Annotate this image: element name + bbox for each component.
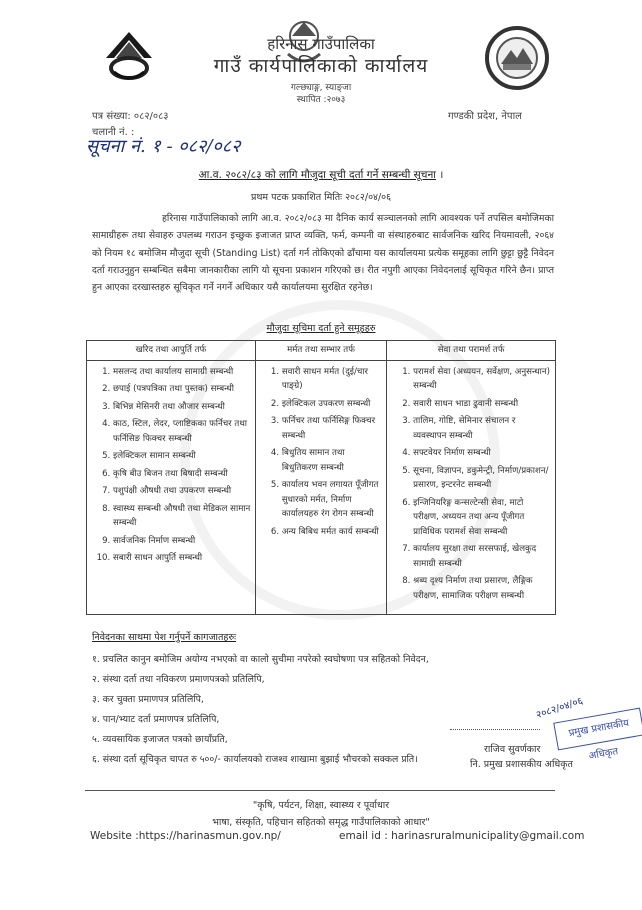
handwritten-notice-number: सूचना नं. १ - ०८२/०८२ xyxy=(86,136,241,157)
province-location: गण्डकी प्रदेश, नेपाल xyxy=(448,111,522,122)
procurement-cell xyxy=(87,360,256,614)
notice-subject-end: । xyxy=(439,169,444,181)
standing-list-title: मौजुदा सूचिमा दर्ता हुने समूहहरु xyxy=(266,323,376,334)
list-item: 7. कार्यालय सुरक्षा तथा सरसफाई, खेलकुद सामाग्री सम्बन्धी xyxy=(413,542,551,571)
list-item: 4. बिधुतिय सामान तथा बिधुतिकरण सम्बन्धी xyxy=(282,446,382,475)
footer-slogan-line1: "कृषि, पर्यटन, शिक्षा, स्वास्थ्य र पूर्वाधार xyxy=(252,800,390,811)
letter-number: पत्र संख्या: ०८२/०८३ xyxy=(92,111,169,122)
document-item: ५. व्यवसायिक इजाजत पत्रको छायाँप्रति, xyxy=(92,734,228,745)
header-office-name: गाउँ कार्यपालिकाको कार्यालय xyxy=(213,55,429,77)
documents-list xyxy=(92,650,429,770)
notice-paragraph: हरिनास गाउँपालिकाको लागि आ.व. २०८२/०८३ मा दैनिक कार्य सञ्चालनको लागि आवश्यक पर्ने तपसिल बमोजिमका सामाग्रीहरू तथा सेवाहरु उपलब्ध गराउन इच्छुक इजाजत प्राप्त व्यक्ति, फर्म, कम्पनी वा संस्थाहरुबाट सार्वजनिक खरिद नियमावली, २०६४ को नियम १८ बमोजिम मौजुदा सूची (Standing List) दर्ता गर्न तोकिएको ढाँचामा यस कार्यालयमा प्रत्येक समूहका लागि छुट्टा छुट्टै निवेदन दर्ता गराउनुहुन सम्बन्धित सबैमा जानकारीका लागि यो सूचना प्रकाशन गरिएको छ। रीत नपुगी आएका निवेदनलाई सूचिकृत गरिने छैन। प्राप्त हुन आएका दरखास्तहरु सूचिकृत गर्ने नगर्ने अधिकार यसै कार्यालयमा सुरक्षित रहनेछ। xyxy=(92,213,554,294)
list-item: 5. कार्यालय भवन लगायत पूँजीगत सुधारको मर्मत, निर्माण कार्यालयहरु रंग रोगन सम्बन्धी xyxy=(282,478,382,522)
publication-date: प्रथम पटक प्रकाशित मितिः २०८२/०४/०६ xyxy=(250,192,392,203)
list-item: 4. काठ, स्टिल, लेदर, प्लाष्टिकका फर्निचर तथा फर्निसिङ फिक्चर सम्बन्धी xyxy=(113,417,251,446)
header-established: स्थापित :२०७३ xyxy=(296,95,346,105)
list-item: 6. कृषि बीउ बिजन तथा बिषादी सम्बन्धी xyxy=(113,467,251,482)
list-item: 3. फर्निचर तथा फर्निसिङ्ग फिक्चर सम्बन्धी xyxy=(282,414,382,443)
list-item: 2. छपाई (पत्रपत्रिका तथा पुस्तक) सम्बन्धी xyxy=(113,382,251,397)
list-item: 1. सवारी साधन मर्मत (दुई/चार पाङ्ग्रे) xyxy=(282,365,382,394)
list-item: 2. इलेक्टिकल उपकरण सम्बन्धी xyxy=(282,397,382,412)
website-link[interactable]: Website :https://harinasmun.gov.np/ xyxy=(90,830,281,842)
list-item: 8. श्रब्य दृश्य निर्माण तथा प्रसारण, लैङ्गिक परीक्षण, सामाजिक परीक्षण सम्बन्धी xyxy=(413,574,551,603)
notice-subject xyxy=(0,168,642,182)
list-item: 5. इलेक्टिकल सामान सम्बन्धी xyxy=(113,449,251,464)
notice-subject-text: आ.व. २०८२/८३ को लागि मौजुदा सूची दर्ता गर्ने सम्बन्धी सूचना xyxy=(198,169,436,181)
list-item: 5. सूचना, विज्ञापन, डकुमेन्ट्री, निर्माण/प्रकाशन/प्रसारण, इन्टरनेट सम्बन्धी xyxy=(413,464,551,493)
document-item: १. प्रचलित कानुन बमोजिम अयोग्य नभएको वा कालो सुचीमा नपरेको स्वघोषणा पत्र सहितको निवेदन, xyxy=(92,654,429,665)
list-item: 3. तालिम, गोष्टि, सेमिनार संचालन र व्यवस्थापन सम्बन्धी xyxy=(413,414,551,443)
list-item: 1. परामर्श सेवा (अध्ययन, सर्वेक्षण, अनुसन्धान) सम्बन्धी xyxy=(413,365,551,394)
signature-line xyxy=(450,728,540,730)
document-item: २. संस्था दर्ता तथा नविकरण प्रमाणपत्रको प्रतिलिपि, xyxy=(92,674,265,685)
official-stamp: प्रमुख प्रशासकीय अधिकृत xyxy=(553,708,642,751)
list-item: 3. बिभिन्न मेसिनरी तथा औजार सम्बन्धी xyxy=(113,400,251,415)
signatory-name: राजिव सुवर्णकार xyxy=(484,744,541,755)
documents-title: निवेदनका साथमा पेश गर्नुपर्ने कागजातहरुः xyxy=(92,632,237,643)
footer-divider xyxy=(85,790,555,791)
groups-table xyxy=(86,340,556,615)
list-item: 8. स्वास्थ्य सम्बन्धी औषधी तथा मेडिकल सामान सम्बन्धी xyxy=(113,502,251,531)
maintenance-list xyxy=(260,365,382,540)
document-item: ६. संस्था दर्ता सूचिकृत चापत रु ५००/- कार्यालयको राजश्व शाखामा बुझाई भौचरको सक्कल प्रति। xyxy=(92,754,418,765)
list-item: 4. सफ्टवेयर निर्माण सम्बन्धी xyxy=(413,446,551,461)
maintenance-cell xyxy=(255,360,386,614)
document-item: ४. पान/भ्याट दर्ता प्रमाणपत्र प्रतिलिपि, xyxy=(92,714,220,725)
list-item: 6. इन्जिनियरिङ्ग कन्सल्टेन्सी सेवा, माटो परीक्षण, अध्ययन तथा अन्य पूँजीगत प्राविधिक परामर्श सेवा सम्बन्धी xyxy=(413,496,551,540)
col-header-maintenance: मर्मत तथा सम्भार तर्फ xyxy=(255,341,386,361)
footer-slogan-line2: भाषा, संस्कृति, पहिचान सहितको समृद्ध गाउँपालिकाको आधार" xyxy=(212,817,430,828)
list-item: 1. मसलन्द तथा कार्यालय सामाग्री सम्बन्धी xyxy=(113,365,251,380)
header-municipality-name: हरिनास गाउँपालिका xyxy=(267,35,375,53)
procurement-list xyxy=(91,365,251,566)
services-list xyxy=(391,365,551,604)
email-link[interactable]: email id : harinasruralmunicipality@gmail.com xyxy=(339,830,585,842)
signature-date-handwritten: २०८२/०४/०६ xyxy=(534,695,585,722)
list-item: 2. सवारी साधन भाडा ढुवानी सम्बन्धी xyxy=(413,397,551,412)
dispatch-number: चलानी नं. : xyxy=(92,127,135,138)
signatory-title: नि. प्रमुख प्रशासकीय अधिकृत xyxy=(470,759,573,770)
list-item: 6. अन्य बिबिध मर्मत कार्य सम्बन्धी xyxy=(282,525,382,540)
list-item: 7. पशुपंक्षी औषधी तथा उपकरण सम्बन्धी xyxy=(113,484,251,499)
services-cell xyxy=(387,360,556,614)
col-header-services: सेवा तथा परामर्श तर्फ xyxy=(387,341,556,361)
header-location: गल्छ्याङ्ग, स्याङ्जा xyxy=(290,83,352,93)
document-item: ३. कर चुक्ता प्रमाणपत्र प्रतिलिपि, xyxy=(92,694,204,705)
list-item: 10. सबारी साधन आपुर्ति सम्बन्धी xyxy=(113,551,251,566)
list-item: 9. सार्वजनिक निर्माण सम्बन्धी xyxy=(113,534,251,549)
col-header-procurement: खरिद तथा आपुर्ति तर्फ xyxy=(87,341,256,361)
